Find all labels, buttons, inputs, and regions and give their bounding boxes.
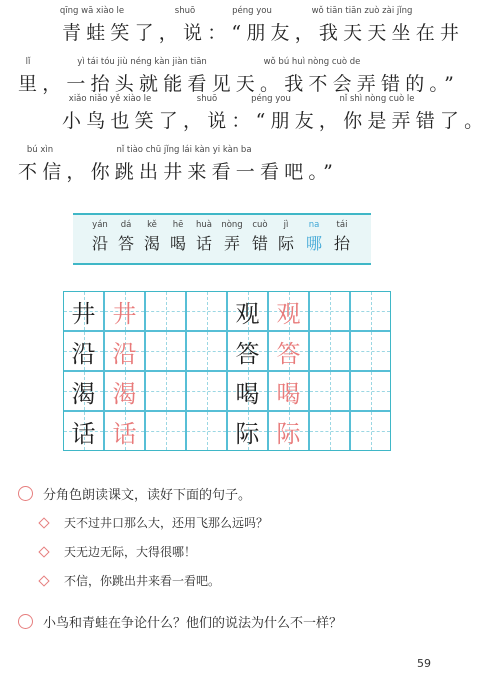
grid-cell <box>309 411 350 451</box>
grid-cell <box>145 331 186 371</box>
new-char-item <box>219 219 245 257</box>
circle-marker-icon <box>18 486 33 501</box>
pinyin: péng you <box>251 94 291 104</box>
new-char-pinyin: hē <box>172 220 184 230</box>
new-char-hanzi: 沿 <box>91 234 108 253</box>
grid-cell <box>268 331 309 371</box>
sentence-item <box>40 543 196 560</box>
new-char-item <box>165 219 191 257</box>
pinyin: nǐ shì nòng cuò le <box>339 94 415 104</box>
new-char-hanzi: 哪 <box>305 234 322 253</box>
diamond-marker-icon <box>38 517 49 528</box>
new-characters-strip <box>73 213 371 265</box>
diamond-marker-icon <box>38 575 49 586</box>
pinyin: péng you <box>232 6 272 16</box>
pinyin: nǐ tiào chū jǐng lái kàn yi kàn ba <box>116 145 252 155</box>
grid-cell <box>268 371 309 411</box>
writing-practice-grid <box>63 291 391 451</box>
trace-character: 渴 <box>112 379 137 408</box>
model-character: 际 <box>235 419 260 448</box>
grid-cell <box>104 411 145 451</box>
new-char-hanzi: 抬 <box>333 234 350 253</box>
sentence-text: 不信，你跳出井来看一看吧。 <box>64 574 221 588</box>
diamond-marker-icon <box>38 546 49 557</box>
exercise-2-text: 小鸟和青蛙在争论什么？他们的说法为什么不一样？ <box>43 616 343 631</box>
grid-cell <box>145 371 186 411</box>
grid-cell <box>186 411 227 451</box>
grid-cell <box>268 411 309 451</box>
grid-cell <box>63 291 104 331</box>
grid-cell <box>186 371 227 411</box>
exercise-1 <box>18 484 251 503</box>
model-character: 沿 <box>71 339 96 368</box>
grid-cell <box>350 371 391 411</box>
model-character: 喝 <box>235 379 260 408</box>
new-char-hanzi: 弄 <box>223 234 240 253</box>
new-char-item <box>273 219 299 257</box>
new-char-pinyin: yán <box>92 220 108 230</box>
new-char-hanzi: 话 <box>195 234 212 253</box>
grid-cell <box>145 411 186 451</box>
trace-character: 沿 <box>112 339 137 368</box>
grid-cell <box>104 371 145 411</box>
sentence-text: 天不过井口那么大，还用飞那么远吗？ <box>64 516 269 530</box>
new-char-pinyin: na <box>308 220 320 230</box>
trace-character: 答 <box>276 339 301 368</box>
grid-cell <box>63 371 104 411</box>
new-char-item-highlighted <box>301 219 327 257</box>
new-char-item <box>191 219 217 257</box>
story-line-1 <box>0 6 465 44</box>
exercise-1-text: 分角色朗读课文，读好下面的句子。 <box>43 488 252 503</box>
circle-marker-icon <box>18 614 33 629</box>
pinyin: xiǎo niǎo yě xiào le <box>68 94 152 104</box>
grid-cell <box>63 331 104 371</box>
grid-cell <box>186 331 227 371</box>
model-character: 井 <box>71 299 96 328</box>
grid-cell <box>350 331 391 371</box>
page-number: 59 <box>417 657 431 670</box>
story-line-4 <box>0 145 445 181</box>
trace-character: 话 <box>112 419 137 448</box>
grid-cell <box>350 411 391 451</box>
new-char-pinyin: kě <box>147 220 157 230</box>
model-character: 渴 <box>71 379 96 408</box>
new-char-pinyin: nòng <box>221 220 243 230</box>
grid-cell <box>309 331 350 371</box>
sentence-text: 天无边无际，大得很哪！ <box>64 545 197 559</box>
exercise-2 <box>18 612 342 631</box>
grid-cell <box>309 371 350 411</box>
new-char-item <box>247 219 273 257</box>
pinyin: shuō <box>196 94 218 104</box>
new-char-item <box>139 219 165 257</box>
new-char-pinyin: huà <box>196 220 212 230</box>
story-hanzi: 不信，你跳出井来看一看吧。” <box>18 161 339 183</box>
grid-cell <box>227 331 268 371</box>
trace-character: 喝 <box>276 379 301 408</box>
grid-cell <box>309 291 350 331</box>
grid-cell <box>104 291 145 331</box>
grid-cell <box>186 291 227 331</box>
grid-cell <box>227 291 268 331</box>
sentence-item <box>40 572 220 589</box>
sentence-item <box>40 514 268 531</box>
model-character: 观 <box>235 299 260 328</box>
new-char-item <box>87 219 113 257</box>
grid-cell <box>145 291 186 331</box>
grid-cell <box>350 291 391 331</box>
pinyin: bú xìn <box>26 145 54 155</box>
pinyin: wǒ bú huì nòng cuò de <box>263 57 361 67</box>
pinyin: qīng wā xiào le <box>59 6 125 16</box>
pinyin: lǐ <box>25 57 31 67</box>
new-char-hanzi: 渴 <box>143 234 160 253</box>
model-character: 答 <box>235 339 260 368</box>
new-char-item <box>113 219 139 257</box>
trace-character: 井 <box>112 299 137 328</box>
pinyin: wǒ tiān tiān zuò zài jǐng <box>311 6 413 16</box>
trace-character: 观 <box>276 299 301 328</box>
trace-character: 际 <box>276 419 301 448</box>
new-char-hanzi: 错 <box>251 234 268 253</box>
story-hanzi: 里，一抬头就能看见天。我不会弄错的。” <box>18 73 460 95</box>
new-char-hanzi: 答 <box>117 234 134 253</box>
story-line-3 <box>0 94 488 132</box>
story-hanzi: 小鸟也笑了，说：“朋友，你是弄错了。 <box>62 110 488 132</box>
new-char-item <box>329 219 355 257</box>
grid-cell <box>227 411 268 451</box>
new-char-hanzi: 喝 <box>169 234 186 253</box>
model-character: 话 <box>71 419 96 448</box>
grid-cell <box>268 291 309 331</box>
grid-cell <box>63 411 104 451</box>
story-line-2 <box>0 57 460 95</box>
pinyin: shuō <box>174 6 196 16</box>
new-char-pinyin: jì <box>283 220 289 230</box>
grid-cell <box>104 331 145 371</box>
story-hanzi: 青蛙笑了，说：“朋友，我天天坐在井 <box>62 22 465 44</box>
new-char-pinyin: cuò <box>252 220 268 230</box>
pinyin: yì tái tóu jiù néng kàn jiàn tiān <box>77 57 207 67</box>
new-char-pinyin: dá <box>120 220 132 230</box>
grid-cell <box>227 371 268 411</box>
new-char-pinyin: tái <box>336 220 348 230</box>
new-char-hanzi: 际 <box>277 234 294 253</box>
